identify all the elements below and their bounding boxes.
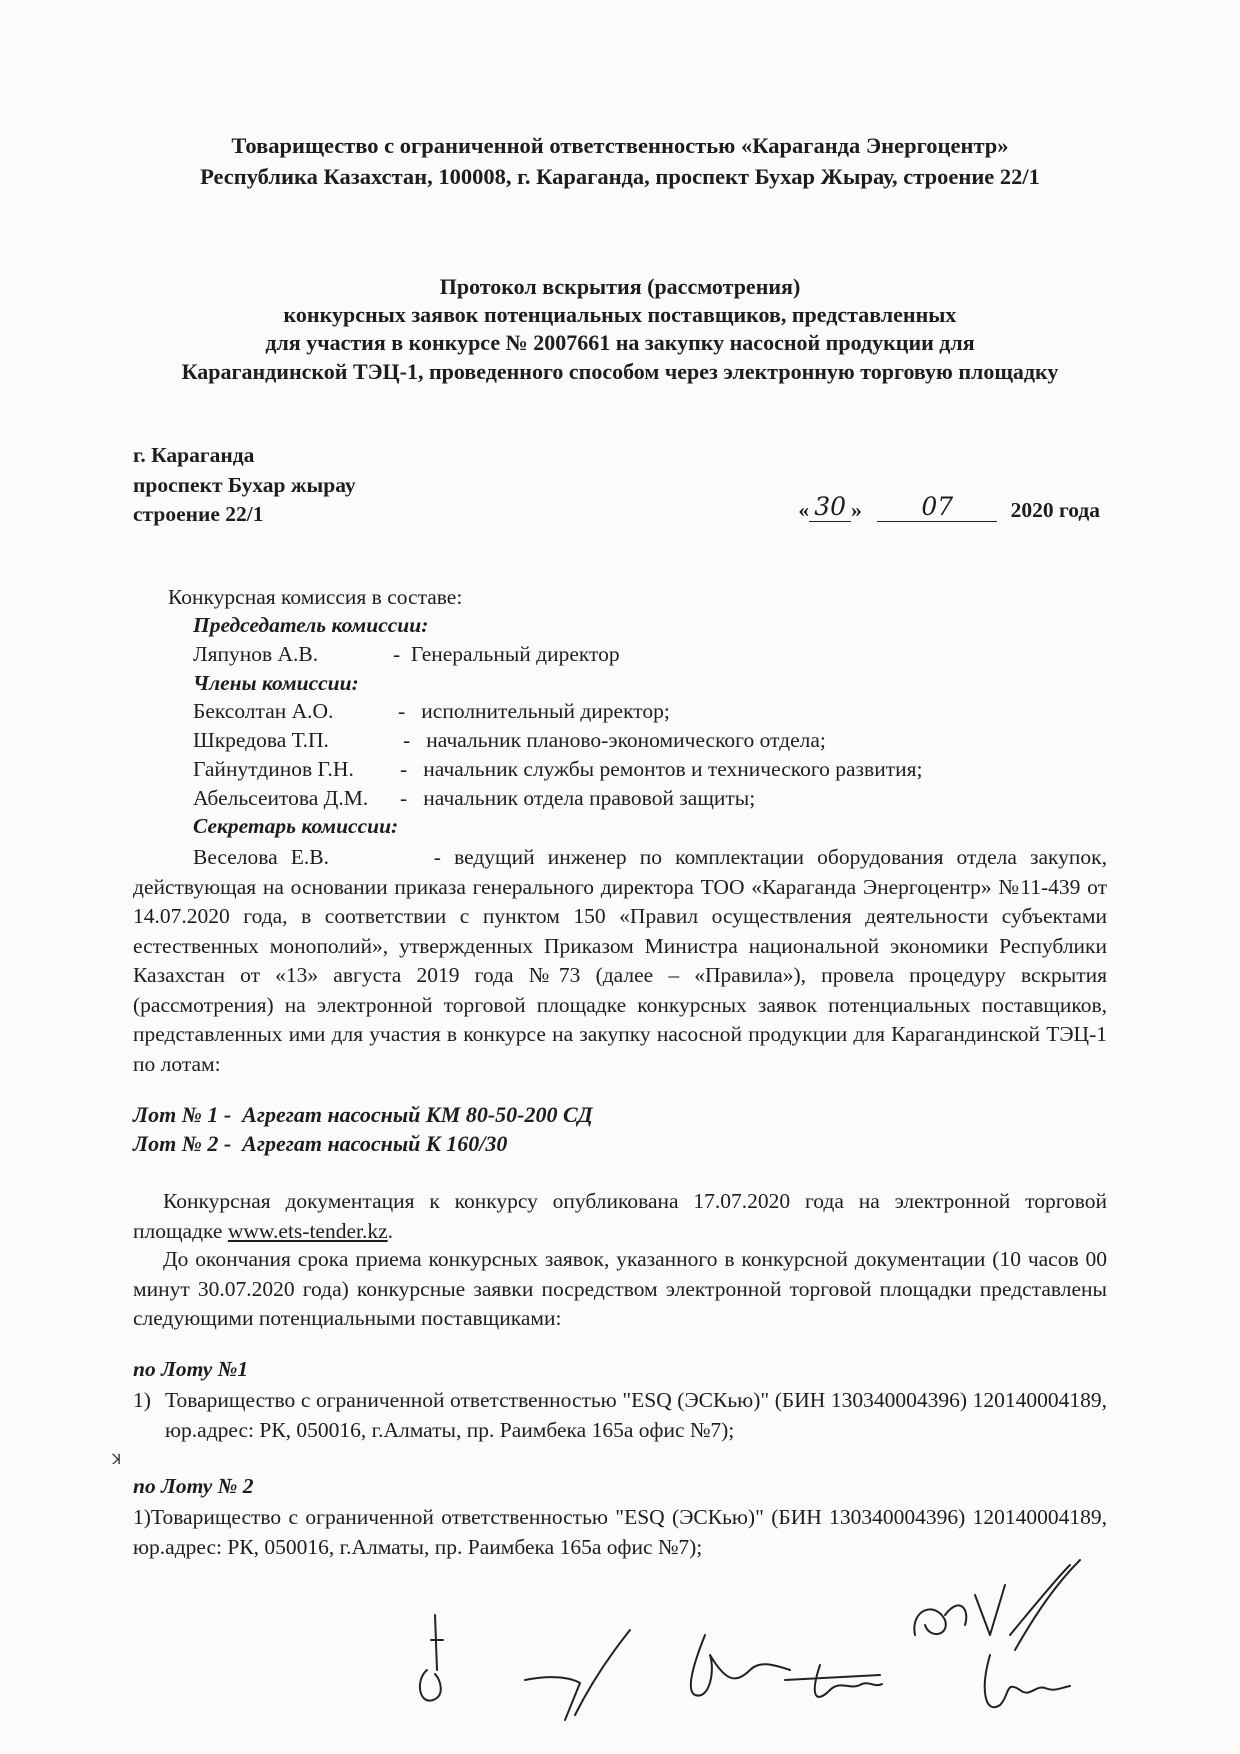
date-close-quote: »: [851, 498, 862, 522]
member-position: начальник отдела правовой защиты;: [423, 786, 756, 810]
member-position: начальник службы ремонтов и технического развития;: [423, 757, 923, 781]
lot-name: Агрегат насосный К 160/30: [242, 1131, 508, 1156]
entry-text: Товарищество с ограниченной ответственностью "ESQ (ЭСКью)" (БИН 130340004396) 120140004189, юр.адрес: РК, 050016, г.Алматы, пр. Раимбека 165а офис №7);: [165, 1388, 1107, 1442]
signature-1: [405, 1610, 465, 1720]
member-position: исполнительный директор;: [421, 699, 670, 723]
member-name: Абельсеитова Д.М.: [193, 786, 369, 810]
protocol-title-line-2: конкурсных заявок потенциальных поставщиков, представленных: [283, 302, 957, 327]
org-address: Республика Казахстан, 100008, г. Караганда, проспект Бухар Жырау, строение 22/1: [200, 164, 1040, 189]
publication-end: .: [387, 1218, 394, 1243]
chair-title: Председатель комиссии:: [193, 613, 429, 637]
member-dash: -: [400, 757, 408, 781]
main-paragraph: Веселова Е.В. - ведущий инженер по комплектации оборудования отдела закупок, действующая на основании приказа генерального директора ТОО «Караганда Энергоцентр» №11-439 от 14.07.2020 года, в соответствии с пунктом 150 «Правил осуществления деятельности субъектами естественных монополий», утвержденных Приказом Министра национальной экономики Республики Казахстан от «13» августа 2019 года №73 (далее – «Правила»), провела процедуру вскрытия (рассмотрения) на электронной торговой площадке конкурсных заявок потенциальных поставщиков, представленных ими для участия в конкурсе на закупку насосной продукции для Карагандинской ТЭЦ-1 по лотам:: [133, 845, 1113, 1076]
member-name: Шкредова Т.П.: [193, 728, 329, 752]
lot-name: Агрегат насосный КМ 80-50-200 СД: [242, 1102, 593, 1127]
secretary-title: Секретарь комиссии:: [193, 814, 399, 838]
member-dash: -: [403, 728, 411, 752]
member-row: [193, 786, 755, 811]
date-month: 07: [877, 492, 997, 522]
place-city: г. Караганда: [133, 443, 255, 467]
chair-dash: -: [393, 642, 401, 666]
date-year: 2020 года: [1010, 498, 1100, 522]
margin-mark: ꓘ: [112, 1453, 122, 1468]
protocol-title-line-3: для участия в конкурсе № 2007661 на закупку насосной продукции для: [265, 330, 975, 355]
protocol-date: [798, 494, 1100, 524]
entry-number: 1): [133, 1505, 151, 1529]
members-title: Члены комиссии:: [193, 671, 359, 695]
chair-row: [193, 642, 620, 667]
protocol-title-line-4: Карагандинской ТЭЦ-1, проведенного способом через электронную торговую площадку: [181, 359, 1059, 384]
member-dash: -: [398, 699, 406, 723]
commission-intro: Конкурсная комиссия в составе:: [168, 585, 463, 609]
lot-line-2: [133, 1131, 507, 1157]
deadline-paragraph: До окончания срока приема конкурсных заявок, указанного в конкурсной документации (10 часов 00 минут 30.07.2020 года) конкурсные заявки посредством электронной торговой площадки представлены следующими потенциальными поставщиками:: [133, 1247, 1107, 1330]
member-position: начальник планово-экономического отдела;: [426, 728, 826, 752]
lot-2-supplier-entry: [133, 1503, 1107, 1562]
date-open-quote: «: [798, 498, 810, 522]
tender-site-link[interactable]: www.ets-tender.kz: [227, 1218, 388, 1243]
chair-position: Генеральный директор: [410, 642, 620, 666]
signature-4: [780, 1650, 890, 1710]
entry-text: Товарищество с ограниченной ответственностью "ESQ (ЭСКью)" (БИН 130340004396) 120140004189, юр.адрес: РК, 050016, г.Алматы, пр. Раимбека 165а офис №7);: [133, 1505, 1107, 1559]
entry-number: 1): [133, 1388, 151, 1412]
lot-1-supplier-entry: [133, 1386, 1107, 1445]
member-row: [193, 757, 922, 782]
lot-2-suppliers-title: по Лоту № 2: [133, 1474, 254, 1498]
lot-1-suppliers-title: по Лоту №1: [133, 1357, 249, 1381]
org-name: Товарищество с ограниченной ответственностью «Караганда Энергоцентр»: [231, 133, 1009, 158]
lot-label: Лот № 1 -: [133, 1102, 232, 1127]
publication-text: Конкурсная документация к конкурсу опубликована 17.07.2020 года на электронной торговой площадке: [133, 1189, 1107, 1243]
chair-name: Ляпунов А.В.: [193, 642, 319, 666]
place-street: проспект Бухар жырау: [133, 473, 356, 497]
lot-label: Лот № 2 -: [133, 1131, 232, 1156]
signature-5: [905, 1555, 1085, 1665]
member-row: [193, 699, 670, 724]
place-building: строение 22/1: [133, 502, 264, 526]
lot-line-1: [133, 1102, 593, 1128]
date-day: 30: [809, 492, 851, 522]
signature-6: [975, 1650, 1075, 1720]
protocol-title-line-1: Протокол вскрытия (рассмотрения): [439, 274, 801, 299]
signature-2: [520, 1625, 640, 1725]
member-row: [193, 728, 826, 753]
member-dash: -: [400, 786, 408, 810]
member-name: Гайнутдинов Г.Н.: [193, 757, 354, 781]
member-name: Бексолтан А.О.: [193, 699, 334, 723]
publication-paragraph: [133, 1187, 1107, 1246]
